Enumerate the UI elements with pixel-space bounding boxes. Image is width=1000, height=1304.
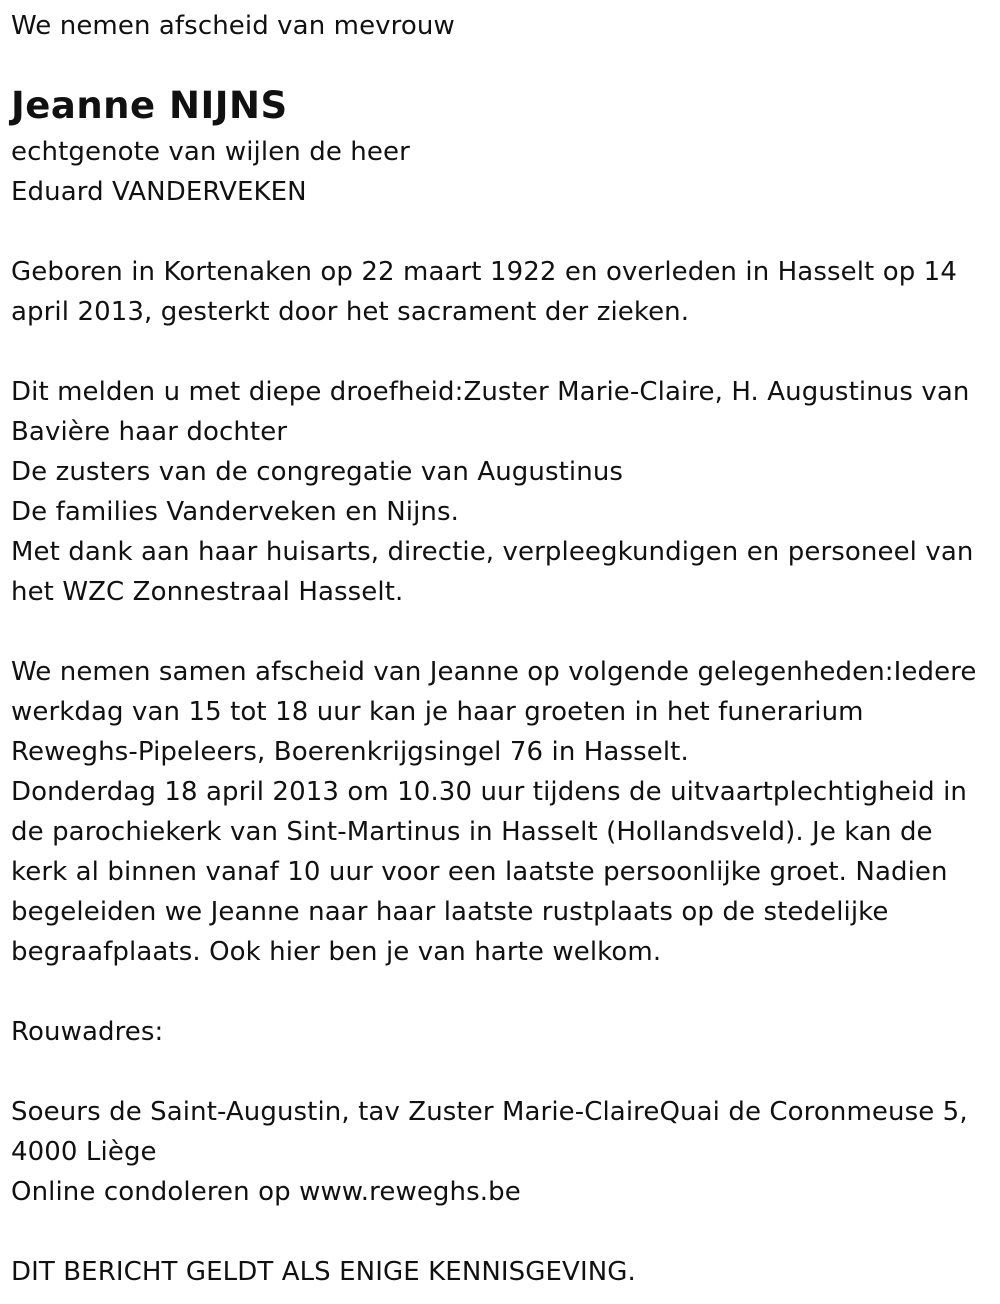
announcement-line-5: Met dank aan haar huisarts, directie, verpleegkundigen en personeel van	[11, 537, 974, 567]
spouse-line-2: Eduard VANDERVEKEN	[11, 177, 307, 207]
deceased-name: Jeanne NIJNS	[11, 84, 288, 127]
birth-death-line-2: april 2013, gesterkt door het sacrament der zieken.	[11, 297, 690, 327]
address-label: Rouwadres:	[11, 1017, 164, 1047]
condolence-line: Online condoleren op www.reweghs.be	[11, 1177, 521, 1207]
farewell-line-1: We nemen samen afscheid van Jeanne op volgende gelegenheden:Iedere	[11, 657, 977, 687]
paragraph-gap	[11, 1052, 991, 1092]
paragraph-gap	[11, 1212, 991, 1252]
paragraph-gap	[11, 612, 991, 652]
announcement-line-3: De zusters van de congregatie van Augustinus	[11, 457, 624, 487]
intro-line: We nemen afscheid van mevrouw	[11, 11, 455, 41]
farewell-line-8: begraafplaats. Ook hier ben je van harte welkom.	[11, 937, 662, 967]
paragraph-gap	[11, 972, 991, 1012]
farewell-line-2: werkdag van 15 tot 18 uur kan je haar groeten in het funerarium	[11, 697, 864, 727]
farewell-line-3: Reweghs-Pipeleers, Boerenkrijgsingel 76 in Hasselt.	[11, 737, 689, 767]
birth-death-line-1: Geboren in Kortenaken op 22 maart 1922 en overleden in Hasselt op 14	[11, 257, 957, 287]
farewell-line-7: begeleiden we Jeanne naar haar laatste rustplaats op de stedelijke	[11, 897, 889, 927]
address-line-1: Soeurs de Saint-Augustin, tav Zuster Marie-ClaireQuai de Coronmeuse 5,	[11, 1097, 968, 1127]
obituary-notice	[11, 6, 991, 1292]
paragraph-gap	[11, 332, 991, 372]
farewell-line-4: Donderdag 18 april 2013 om 10.30 uur tijdens de uitvaartplechtigheid in	[11, 777, 967, 807]
announcement-line-6: het WZC Zonnestraal Hasselt.	[11, 577, 404, 607]
farewell-line-6: kerk al binnen vanaf 10 uur voor een laatste persoonlijke groet. Nadien	[11, 857, 948, 887]
farewell-line-5: de parochiekerk van Sint-Martinus in Hasselt (Hollandsveld). Je kan de	[11, 817, 933, 847]
announcement-line-4: De families Vanderveken en Nijns.	[11, 497, 460, 527]
closing-line: DIT BERICHT GELDT ALS ENIGE KENNISGEVING.	[11, 1257, 636, 1287]
spouse-line-1: echtgenote van wijlen de heer	[11, 137, 410, 167]
announcement-line-1: Dit melden u met diepe droefheid:Zuster Marie-Claire, H. Augustinus van	[11, 377, 970, 407]
paragraph-gap	[11, 212, 991, 252]
address-line-2: 4000 Liège	[11, 1137, 157, 1167]
announcement-line-2: Bavière haar dochter	[11, 417, 288, 447]
